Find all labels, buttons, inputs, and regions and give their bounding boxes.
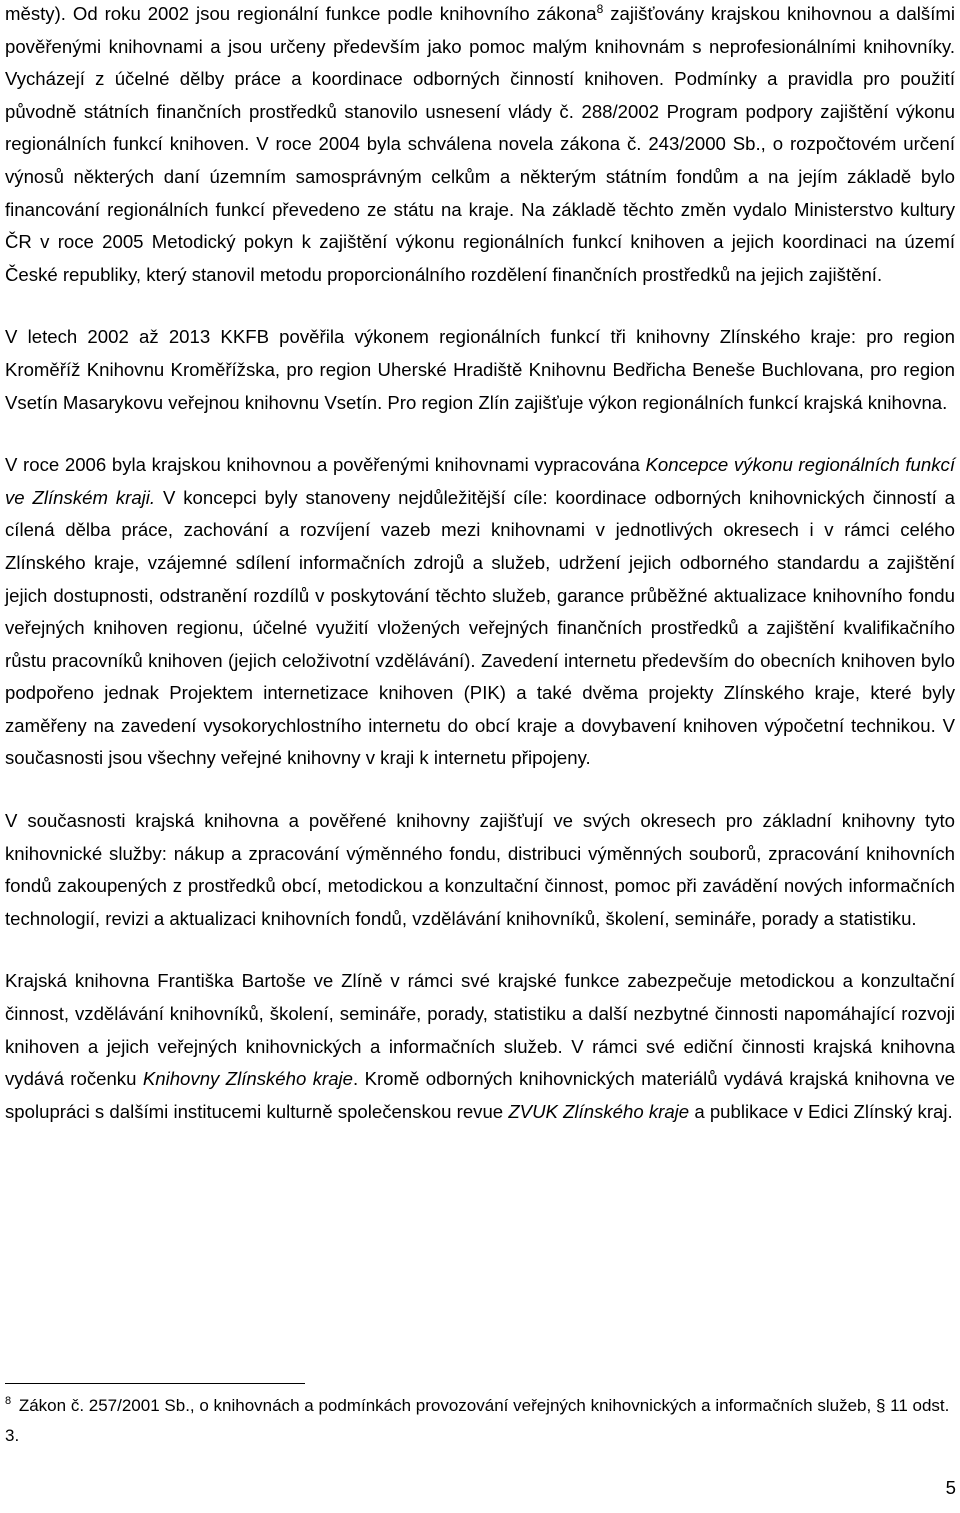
footnote: [5, 1391, 955, 1451]
document-title-italic: Koncepce výkonu regionálních funkcí ve Zlínském kraji.: [5, 454, 955, 508]
paragraph-text: V roce 2006 byla krajskou knihovnou a pověřenými knihovnami vypracována: [5, 454, 646, 476]
page-number: 5: [945, 1477, 956, 1498]
paragraph: [5, 965, 955, 1128]
footnote-text: Zákon č. 257/2001 Sb., o knihovnách a podmínkách provozování veřejných knihovnických a informačních služeb, § 11 odst. 3.: [5, 1396, 950, 1445]
paragraph-text: Krajská knihovna Františka Bartoše ve Zlíně v rámci své krajské funkce zabezpečuje metodickou a konzultační činnost, vzdělávání knihovníků, školení, semináře, porady, statistiku a další nezbytné činnosti napomáhající rozvoji knihoven a jejich veřejných knihovnických a informačních služeb. V rámci své ediční činnosti krajská knihovna vydává ročenku: [5, 970, 955, 1090]
paragraph-text: městy). Od roku 2002 jsou regionální funkce podle knihovního zákona: [5, 3, 597, 24]
yearbook-title-italic: Knihovny Zlínského kraje: [142, 1068, 354, 1090]
paragraph-text: V současnosti krajská knihovna a pověřené knihovny zajišťují ve svých okresech pro základní knihovny tyto knihovnické služby: nákup a zpracování výměnného fondu, distribuci výměnných souborů, zpracování knihovních fondů zakoupených z prostředků obcí, metodickou a konzultační činnost, pomoc při zavádění nových informačních technologií, revizi a aktualizaci knihovních fondů, vzdělávání knihovníků, školení, semináře, porady a statistiku.: [5, 810, 955, 929]
footnote-divider: [5, 1383, 305, 1384]
paragraph-text: zajišťovány krajskou knihovnou a dalšími pověřenými knihovnami a jsou určeny především jako pomoc malým knihovnám s neprofesionálními knihovníky. Vycházejí z účelné dělby práce a koordinace odborných činností knihoven. Podmínky a pravidla pro použití původně státních finančních prostředků stanovilo usnesení vlády č. 288/2002 Program podpory zajištění výkonu regionálních funkcí knihoven. V roce 2004 byla schválena novela zákona č. 243/2000 Sb., o rozpočtovém určení výnosů některých daní územním samosprávným celkům a některým státním fondům a na jejím základě bylo financování regionálních funkcí převedeno ze státu na kraje. Na základě těchto změn vydalo Ministerstvo kultury ČR v roce 2005 Metodický pokyn k zajištění výkonu regionálních funkcí knihoven a jejich koordinaci na území České republiky, který stanovil metodu proporcionálního rozdělení finančních prostředků na jejich zajištění.: [5, 3, 955, 285]
paragraph: [5, 321, 955, 419]
paragraph: [5, 0, 955, 291]
paragraph-text: V letech 2002 až 2013 KKFB pověřila výkonem regionálních funkcí tři knihovny Zlínského kraje: pro region Kroměříž Knihovnu Kroměřížska, pro region Uherské Hradiště Knihovnu Bedřicha Beneše Buchlovana, pro region Vsetín Masarykovu veřejnou knihovnu Vsetín. Pro region Zlín zajišťuje výkon regionálních funkcí krajská knihovna.: [5, 326, 955, 413]
paragraph-text: a publikace v Edici Zlínský kraj.: [689, 1100, 953, 1122]
revue-title-italic: ZVUK Zlínského kraje: [508, 1100, 690, 1122]
paragraph-text: V koncepci byly stanoveny nejdůležitější cíle: koordinace odborných knihovnických činností a cílená dělba práce, zachování a rozvíjení vazeb mezi knihovnami v jednotlivých okresech i v rámci celého Zlínského kraje, vzájemné sdílení informačních zdrojů a služeb, udržení jejich odborného standardu a zajištění jejich dostupnosti, odstranění rozdílů v poskytování těchto služeb, garance průběžné aktualizace knihovního fondu veřejných knihoven regionu, účelné využití vložených veřejných finančních prostředků a zajištění kvalifikačního růstu pracovníků knihoven (jejich celoživotní vzdělávání). Zavedení internetu především do obecních knihoven bylo podpořeno jednak Projektem internetizace knihoven (PIK) a také dvěma projekty Zlínského kraje, které byly zaměřeny na zavedení vysokorychlostního internetu do obcí kraje a dovybavení knihoven výpočetní technikou. V současnosti jsou všechny veřejné knihovny v kraji k internetu připojeny.: [5, 486, 955, 769]
footnote-reference: 8: [596, 2, 604, 16]
paragraph-text: . Kromě odborných knihovnických materiálů vydává krajská knihovna ve spolupráci s dalšími institucemi kulturně společenskou revue: [5, 1068, 955, 1122]
footnote-marker: 8: [5, 1395, 12, 1407]
paragraph: [5, 449, 955, 775]
document-page: [5, 0, 955, 1128]
paragraph: [5, 805, 955, 935]
